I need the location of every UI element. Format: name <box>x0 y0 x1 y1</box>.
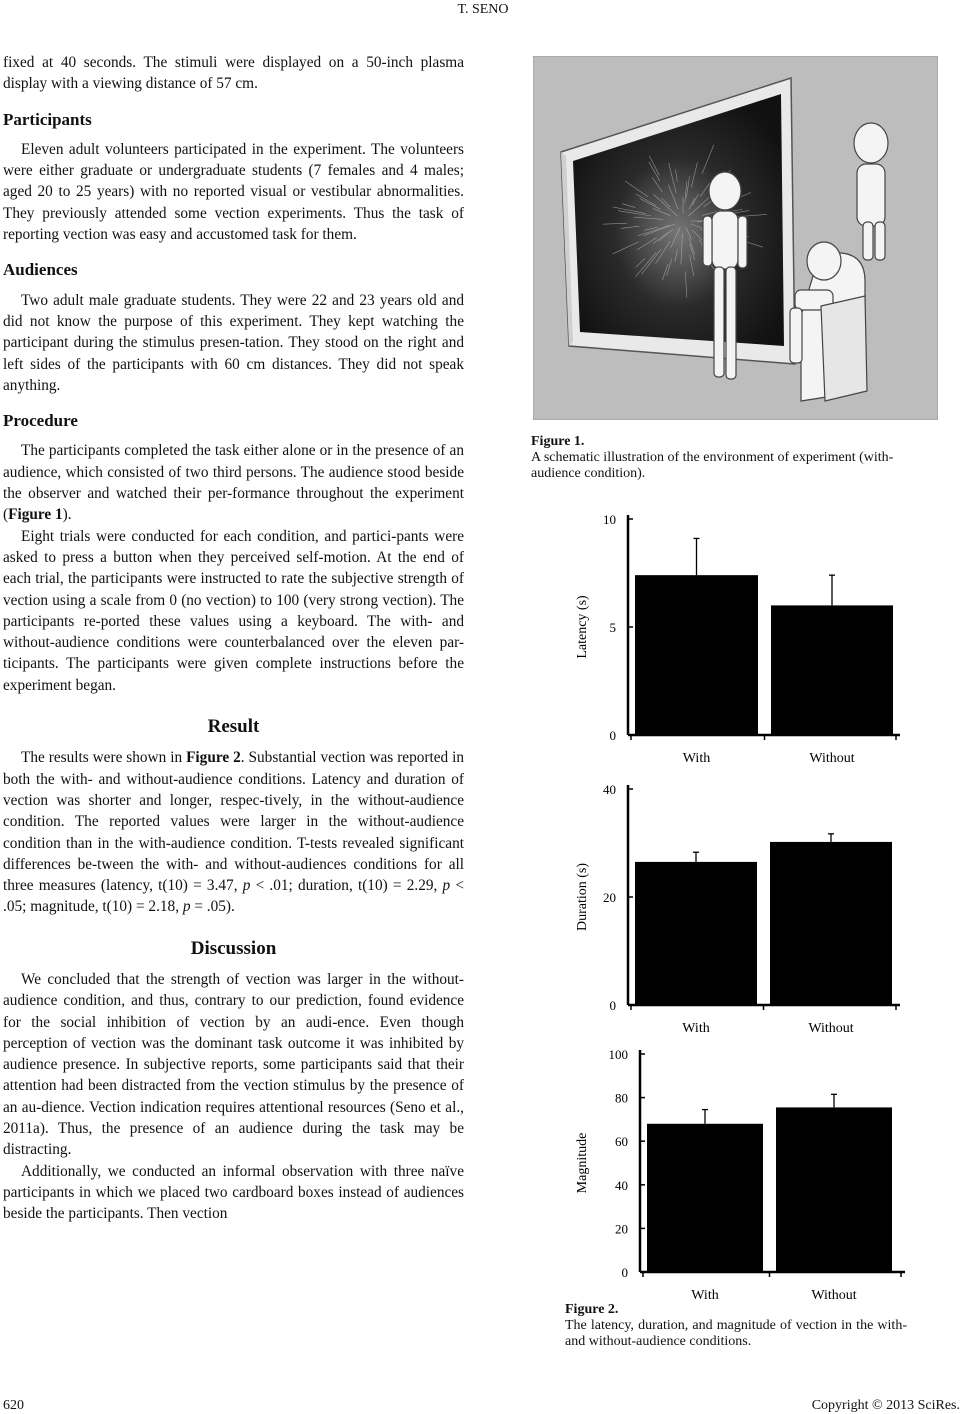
magnitude-ytick-label: 60 <box>615 1134 628 1150</box>
duration-ytick-label: 40 <box>603 782 616 797</box>
discussion-paragraph-1: We concluded that the strength of vection was larger in the without-audience condition, and thus, contrary to our prediction, found evidence for the social inhibition of vection by an audi-ence. Even though perception of vection was the dominant task outcome it was inhibited by audience presence. In subjective reports, some participants said that their attention had been distracted from the vection stimulus by the presence of an au-dience. Vection indication requires attentional resources (Seno et al., 2011a). Thus, the presence of an audience during the task may be distracting. <box>3 970 464 1159</box>
latency-bar-with <box>635 575 758 735</box>
audiences-heading: Audiences <box>3 260 78 280</box>
result-paragraph: The results were shown in Figure 2. Substantial vection was reported in both the with- and without-audience conditions. Latency and duration of vection was shorter and longer, respec-tively, in the without-audience condition. The reported values were larger in the without-audience condition than in the with-audience condition. T-tests revealed significant differences be-tween the with- and without-audiences conditions for all three measures (latency, t(10) = 3.47, p < .01; duration, t(10) = 2.29, p < .05; magnitude, t(10) = 2.18, p = .05). <box>3 749 465 916</box>
copyright: Copyright © 2013 SciRes. <box>811 1398 960 1413</box>
procedure-paragraph-1: The participants completed the task either alone or in the presence of an audience, which consisted of two third persons. The audience stood beside the observer and watched their per-formance throughout the experiment (Figure 1). <box>3 442 464 524</box>
figure-1-caption <box>531 434 941 482</box>
running-head: T. SENO <box>457 2 509 17</box>
magnitude-ytick-label: 20 <box>615 1221 628 1237</box>
latency-category-label: Without <box>809 751 855 766</box>
left-column <box>3 52 464 1225</box>
latency-ytick-label: 0 <box>609 728 616 743</box>
figure-1-caption-text: A schematic illustration of the environment of experiment (with-audience condition). <box>531 450 894 481</box>
duration-ytick-label: 0 <box>609 998 616 1013</box>
chair <box>821 296 867 401</box>
figure-1-label: Figure 1. <box>531 434 585 449</box>
duration-category-label: Without <box>808 1021 854 1036</box>
latency-y-axis-label: Latency (s) <box>575 595 590 659</box>
procedure-paragraph-2: Eight trials were conducted for each condition, and partici-pants were asked to press a button when they perceived self-motion. At the end of each trial, the participants were instructed to rate the subjective strength of vection using a scale from 0 (no vection) to 100 (very strong vection). The participants re-ported these values using a keyboard. The with- and without-audience conditions were counterbalanced over the eleven par-ticipants. The participants were given complete instructions before the experiment began. <box>3 527 464 694</box>
magnitude-category-label: Without <box>811 1288 857 1300</box>
magnitude-y-axis-label: Magnitude <box>575 1132 590 1194</box>
discussion-heading: Discussion <box>190 937 277 959</box>
magnitude-ytick-label: 80 <box>615 1090 628 1106</box>
discussion-paragraph-2: Additionally, we conducted an informal observation with three naïve participants in which we placed two cardboard boxes instead of audiences beside the participants. Then vection <box>3 1162 464 1223</box>
magnitude-category-label: With <box>691 1288 719 1300</box>
audiences-paragraph: Two adult male graduate students. They were 22 and 23 years old and did not know the purpose of this experiment. They kept watching the participant during the stimulus presen-tation. They stood on the right and left sides of the participants with 60 cm distances. They did not speak anything. <box>3 291 464 394</box>
figure-2-caption-text: The latency, duration, and magnitude of vection in the with- and without-audience conditions. <box>565 1318 907 1349</box>
latency-ytick-label: 10 <box>603 512 616 527</box>
latency-category-label: With <box>682 751 711 766</box>
magnitude-ytick-label: 0 <box>621 1265 628 1280</box>
magnitude-ytick-label: 40 <box>615 1177 628 1193</box>
latency-bar-without <box>771 605 893 735</box>
figure-1-illustration <box>533 56 938 420</box>
duration-bar-with <box>635 862 757 1005</box>
duration-y-axis-label: Duration (s) <box>575 862 590 932</box>
latency-ytick-label: 5 <box>609 620 616 635</box>
intro-paragraph: fixed at 40 seconds. The stimuli were displayed on a 50-inch plasma display with a viewing distance of 57 cm. <box>3 54 464 93</box>
duration-category-label: With <box>682 1021 710 1036</box>
procedure-heading: Procedure <box>3 411 78 431</box>
duration-bar-without <box>770 842 892 1005</box>
page-number: 620 <box>3 1398 24 1413</box>
figure-1-reference: Figure 1 <box>8 506 63 524</box>
magnitude-ytick-label: 100 <box>608 1047 628 1062</box>
figure-2-charts <box>560 505 920 1300</box>
magnitude-bar-without <box>776 1107 892 1272</box>
figure-2-label: Figure 2. <box>565 1302 619 1317</box>
duration-ytick-label: 20 <box>603 890 616 905</box>
result-heading: Result <box>207 716 260 738</box>
magnitude-bar-with <box>647 1124 763 1272</box>
participants-paragraph: Eleven adult volunteers participated in the experiment. The volunteers were either graduate or undergraduate students (7 females and 4 males; aged 20 to 25 years) with no reported visual or vestibular abnormalities. They previously attended some vection experiments. Thus the task of reporting vection was easy and accustomed task for them. <box>3 140 464 244</box>
participants-heading: Participants <box>3 109 92 129</box>
figure-2-caption <box>565 1302 907 1350</box>
figure-2-reference: Figure 2 <box>186 749 241 767</box>
